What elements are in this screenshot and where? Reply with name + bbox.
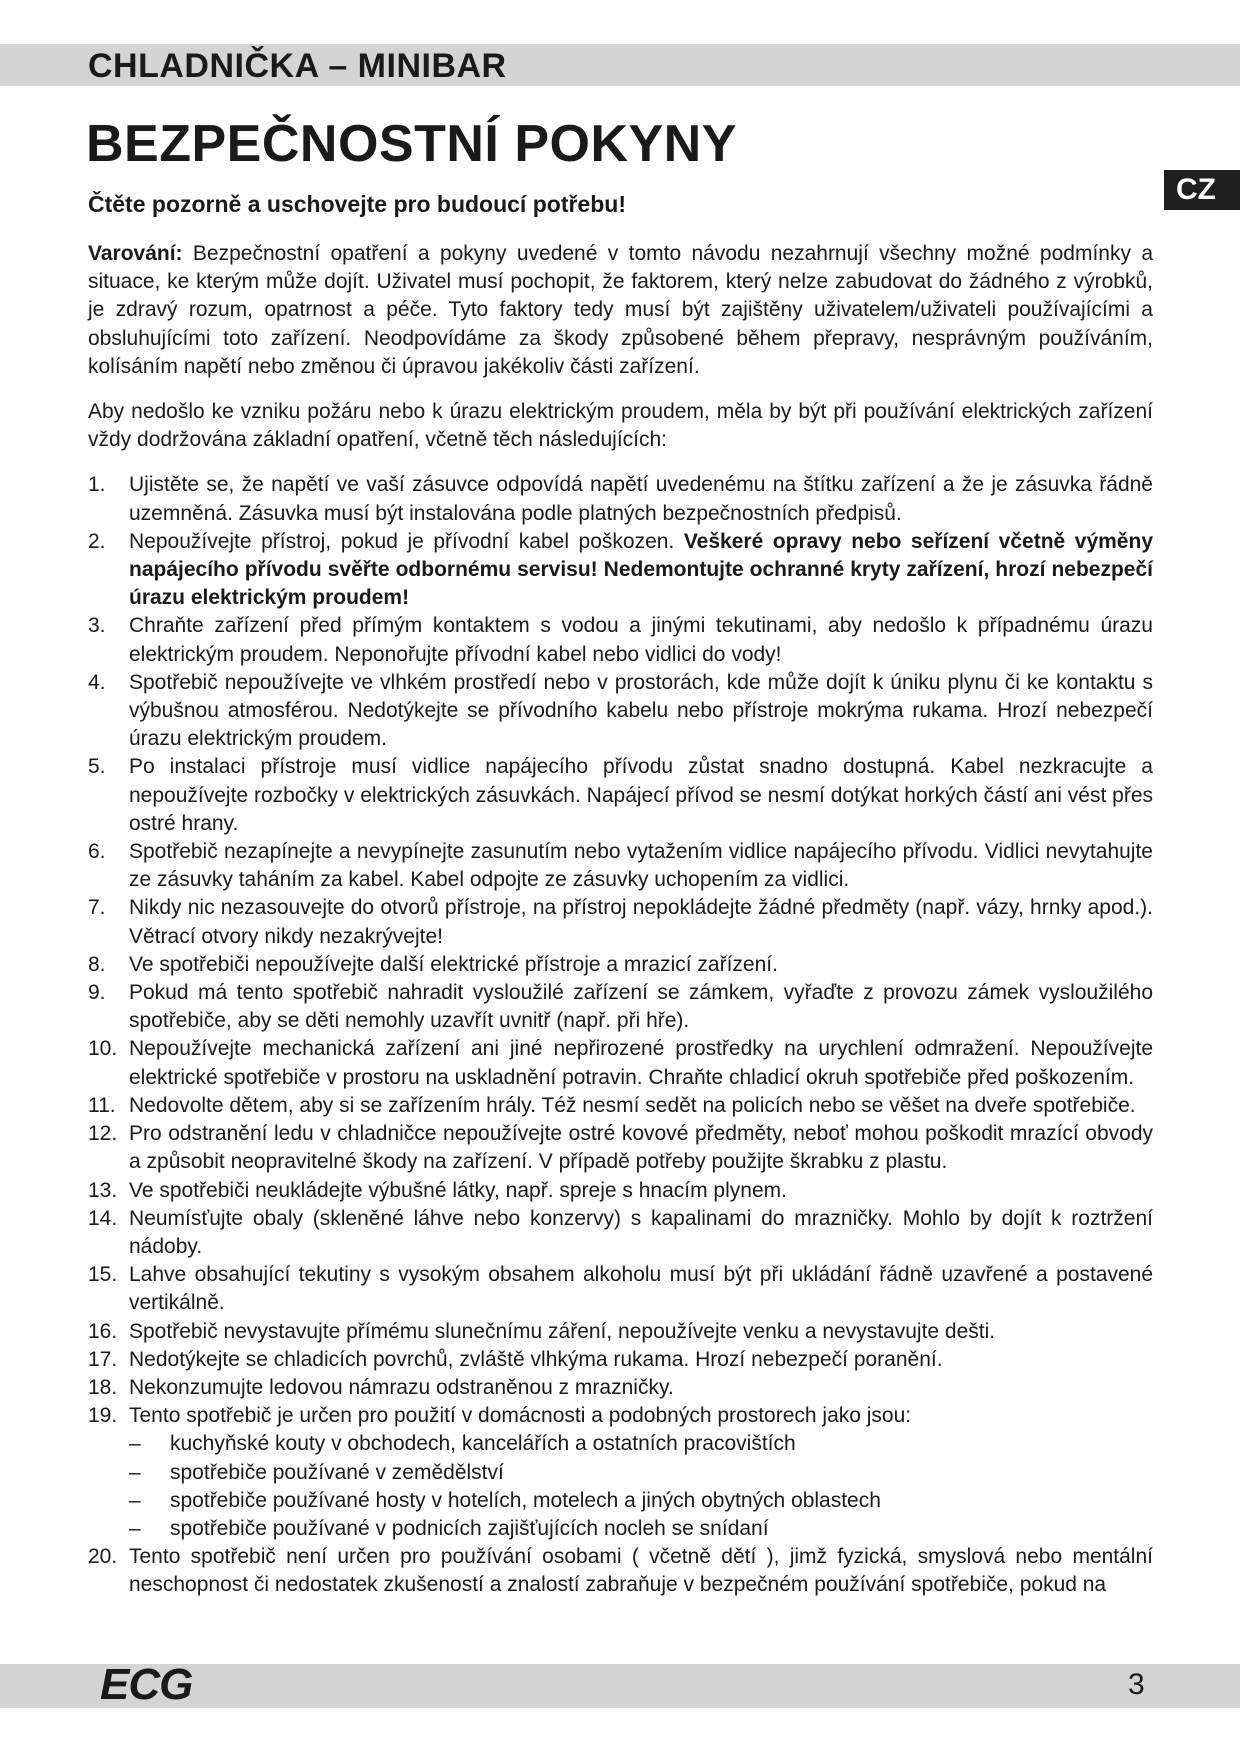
page-number: 3 bbox=[1128, 1668, 1145, 1701]
item-text: Ve spotřebiči nepoužívejte další elektrické přístroje a mrazicí zařízení. bbox=[129, 952, 778, 976]
usage-sublist bbox=[129, 1430, 1153, 1543]
warning-label: Varování: bbox=[88, 242, 183, 265]
dash-marker: – bbox=[129, 1488, 141, 1512]
item-number: 9. bbox=[88, 981, 106, 1005]
item-text: Lahve obsahující tekutiny s vysokým obsahem alkoholu musí být při ukládání řádně uzavřené a postavené vertikálně. bbox=[129, 1263, 1153, 1315]
dash-marker: – bbox=[129, 1516, 141, 1540]
warning-paragraph bbox=[88, 240, 1153, 381]
item-text: Nedovolte dětem, aby si se zařízením hrály. Též nesmí sedět na policích nebo se věšet na dveře spotřebiče. bbox=[129, 1093, 1136, 1117]
list-item bbox=[88, 894, 1153, 950]
item-number: 14. bbox=[88, 1206, 118, 1230]
item-number: 10. bbox=[88, 1037, 118, 1061]
item-number: 20. bbox=[88, 1545, 118, 1569]
sublist-item bbox=[129, 1430, 1153, 1458]
item-number: 2. bbox=[88, 529, 106, 553]
item-number: 1. bbox=[88, 473, 106, 497]
list-item bbox=[88, 1177, 1153, 1205]
language-tab: CZ bbox=[1164, 170, 1240, 210]
item-text: Nedotýkejte se chladicích povrchů, zvláště vlhkýma rukama. Hrozí nebezpečí poranění. bbox=[129, 1347, 943, 1371]
list-item bbox=[88, 1402, 1153, 1543]
list-item bbox=[88, 1092, 1153, 1120]
dash-marker: – bbox=[129, 1432, 141, 1456]
list-item bbox=[88, 669, 1153, 754]
item-number: 8. bbox=[88, 952, 106, 976]
sublist-text: kuchyňské kouty v obchodech, kancelářích a ostatních pracovištích bbox=[170, 1432, 796, 1456]
list-item bbox=[88, 1120, 1153, 1176]
item-text: Spotřebič nepoužívejte ve vlhkém prostředí nebo v prostorách, kde může dojít k úniku plynu či ke kontaktu s výbušnou atmosférou. Nedotýkejte se přívodního kabelu nebo přístroje mokrýma rukama. Hrozí nebezpečí úrazu elektrickým proudem. bbox=[129, 670, 1153, 751]
safety-list bbox=[88, 471, 1153, 1599]
list-item bbox=[88, 1543, 1153, 1599]
sublist-item bbox=[129, 1515, 1153, 1543]
sublist-text: spotřebiče používané hosty v hotelích, motelech a jiných obytných oblastech bbox=[170, 1488, 881, 1512]
sublist-text: spotřebiče používané v zemědělství bbox=[170, 1460, 504, 1484]
content-body bbox=[88, 240, 1153, 1600]
item-text: Chraňte zařízení před přímým kontaktem s vodou a jinými tekutinami, aby nedošlo k případnému úrazu elektrickým proudem. Neponořujte přívodní kabel nebo vidlici do vody! bbox=[129, 614, 1153, 666]
item-number: 13. bbox=[88, 1178, 118, 1202]
sublist-item bbox=[129, 1459, 1153, 1487]
subtitle: Čtěte pozorně a uschovejte pro budoucí potřebu! bbox=[88, 191, 626, 217]
item-text: Nekonzumujte ledovou námrazu odstraněnou z mrazničky. bbox=[129, 1375, 674, 1399]
list-item bbox=[88, 471, 1153, 527]
list-item bbox=[88, 951, 1153, 979]
item-number: 18. bbox=[88, 1375, 118, 1399]
sublist-item bbox=[129, 1487, 1153, 1515]
item-text: Nikdy nic nezasouvejte do otvorů přístroje, na přístroj nepokládejte žádné předměty (např. vázy, hrnky apod.). Větrací otvory nikdy nezakrývejte! bbox=[129, 896, 1153, 948]
item-number: 7. bbox=[88, 896, 106, 920]
list-item bbox=[88, 1205, 1153, 1261]
item-number: 3. bbox=[88, 614, 106, 638]
item-number: 12. bbox=[88, 1122, 118, 1146]
item-text: Tento spotřebič není určen pro používání osobami ( včetně dětí ), jimž fyzická, smyslová nebo mentální neschopnost či nedostatek zkušeností a znalostí zabraňuje v bezpečném používání spotřebiče, pokud na bbox=[129, 1545, 1153, 1597]
list-item bbox=[88, 528, 1153, 613]
list-item bbox=[88, 1035, 1153, 1091]
list-item bbox=[88, 612, 1153, 668]
item-text: Neumísťujte obaly (skleněné láhve nebo konzervy) s kapalinami do mrazničky. Mohlo by dojít k roztržení nádoby. bbox=[129, 1206, 1153, 1258]
list-item bbox=[88, 838, 1153, 894]
list-item bbox=[88, 1318, 1153, 1346]
item-text: Po instalaci přístroje musí vidlice napájecího přívodu zůstat snadno dostupná. Kabel nezkracujte a nepoužívejte rozbočky v elektrických zásuvkách. Napájecí přívod se nesmí dotýkat horkých částí ani vést přes ostré hrany. bbox=[129, 755, 1153, 835]
item-text: Nepoužívejte mechanická zařízení ani jiné nepřirozené prostředky na urychlení odmražení. Nepoužívejte elektrické spotřebiče v prostoru na uskladnění potravin. Chraňte chladicí okruh spotřebiče před poškozením. bbox=[129, 1037, 1153, 1089]
item-text: Spotřebič nevystavujte přímému slunečnímu záření, nepoužívejte venku a nevystavujte dešti. bbox=[129, 1319, 996, 1343]
item-number: 16. bbox=[88, 1319, 118, 1343]
item-number: 19. bbox=[88, 1404, 118, 1428]
item-text: Pokud má tento spotřebič nahradit vysloužilé zařízení se zámkem, vyřaďte z provozu zámek vysloužilého spotřebiče, aby se děti nemohly uzavřít uvnitř (např. při hře). bbox=[129, 981, 1153, 1033]
page-title: BEZPEČNOSTNÍ POKYNY bbox=[86, 115, 737, 173]
item-number: 11. bbox=[88, 1093, 116, 1117]
item-text: Spotřebič nezapínejte a nevypínejte zasunutím nebo vytažením vidlice napájecího přívodu. Vidlici nevytahujte ze zásuvky taháním za kabel. Kabel odpojte ze zásuvky uchopením za vidlici. bbox=[129, 840, 1153, 892]
item-text-bold: Veškeré opravy nebo seřízení včetně výměny napájecího přívodu svěřte odbornému servisu! Nedemontujte ochranné kryty zařízení, hrozí nebezpečí úrazu elektrickým proudem! bbox=[129, 529, 1153, 610]
list-item bbox=[88, 753, 1153, 838]
list-item bbox=[88, 979, 1153, 1035]
item-number: 15. bbox=[88, 1263, 118, 1287]
item-number: 5. bbox=[88, 755, 106, 779]
item-number: 6. bbox=[88, 840, 106, 864]
intro-paragraph: Aby nedošlo ke vzniku požáru nebo k úrazu elektrickým proudem, měla by být při používání elektrických zařízení vždy dodržována základní opatření, včetně těch následujících: bbox=[88, 400, 1153, 452]
item-number: 4. bbox=[88, 670, 106, 694]
list-item bbox=[88, 1374, 1153, 1402]
list-item bbox=[88, 1261, 1153, 1317]
header-bar bbox=[0, 44, 1240, 86]
warning-text: Bezpečnostní opatření a pokyny uvedené v tomto návodu nezahrnují všechny možné podmínky a situace, ke kterým může dojít. Uživatel musí pochopit, že faktorem, který nelze zabudovat do žádného z výrobků, je zdravý rozum, opatrnost a péče. Tyto faktory tedy musí být zajištěny uživatelem/uživateli používajícími a obsluhujícími toto zařízení. Neodpovídáme za škody způsobené během přepravy, nesprávným používáním, kolísáním napětí nebo změnou či úpravou jakékoliv části zařízení. bbox=[88, 242, 1153, 378]
item-number: 17. bbox=[88, 1347, 118, 1371]
item-text: Ve spotřebiči neukládejte výbušné látky, např. spreje s hnacím plynem. bbox=[129, 1178, 787, 1202]
dash-marker: – bbox=[129, 1460, 141, 1484]
list-item bbox=[88, 1346, 1153, 1374]
header-title: CHLADNIČKA – MINIBAR bbox=[88, 47, 507, 85]
item-text: Pro odstranění ledu v chladničce nepoužívejte ostré kovové předměty, neboť mohou poškodit mrazící obvody a způsobit neopravitelné škody na zařízení. V případě potřeby použijte škrabku z plastu. bbox=[129, 1122, 1153, 1174]
item-text: Tento spotřebič je určen pro použití v domácnosti a podobných prostorech jako jsou: bbox=[129, 1404, 912, 1428]
item-text: Ujistěte se, že napětí ve vaší zásuvce odpovídá napětí uvedenému na štítku zařízení a že je zásuvka řádně uzemněná. Zásuvka musí být instalována podle platných bezpečnostních předpisů. bbox=[129, 473, 1153, 525]
ecg-logo: ECG bbox=[100, 1660, 193, 1709]
sublist-text: spotřebiče používané v podnicích zajišťujících nocleh se snídaní bbox=[170, 1516, 769, 1540]
item-text: Nepoužívejte přístroj, pokud je přívodní kabel poškozen. bbox=[129, 529, 684, 553]
footer-bar bbox=[0, 1660, 1240, 1709]
